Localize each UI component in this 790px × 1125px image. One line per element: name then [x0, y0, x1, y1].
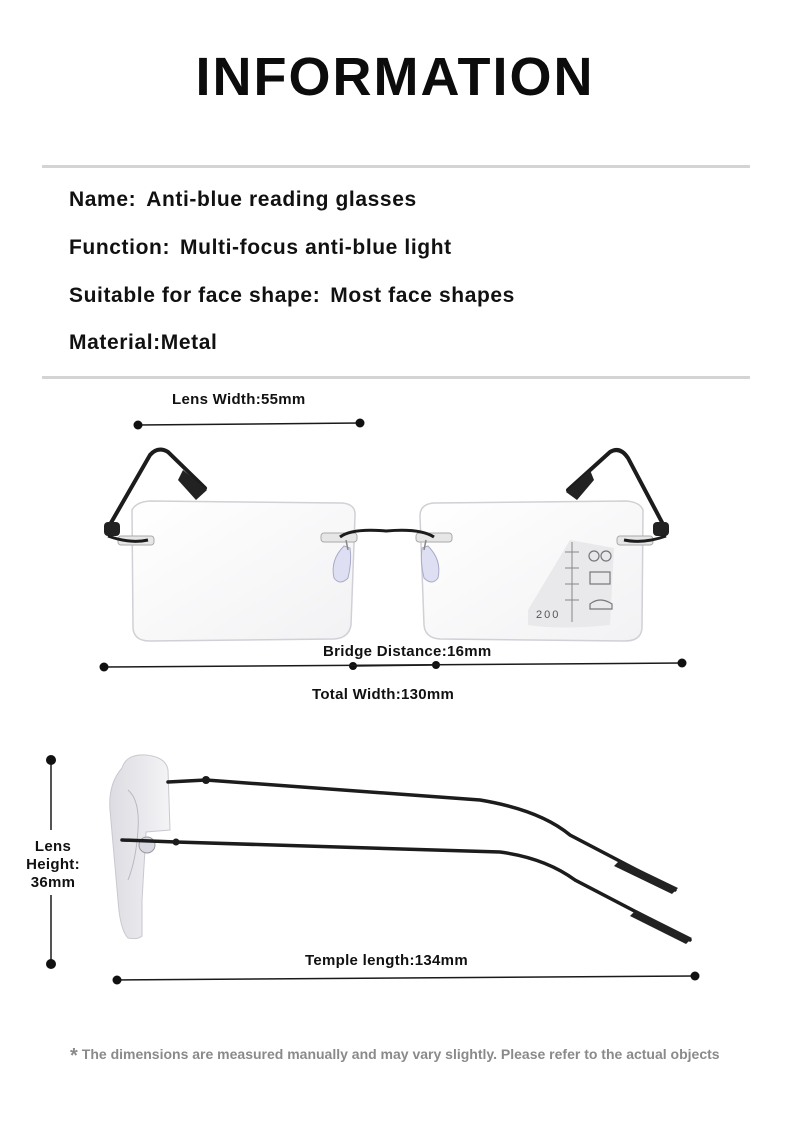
spec-name-label: Name:	[69, 188, 137, 211]
footnote-text: The dimensions are measured manually and may vary slightly. Please refer to the actual objects	[81, 1046, 720, 1062]
total-width-label: Total Width:130mm	[312, 686, 455, 703]
lens-height-label-line3: 36mm	[30, 874, 76, 891]
lens-height-label-line2: Height:	[26, 856, 80, 873]
total-width-measure	[100, 659, 687, 672]
lens-height-label-line1: Lens	[34, 838, 72, 855]
bridge-distance-label: Bridge Distance:16mm	[323, 643, 492, 660]
spec-name-value: Anti-blue reading glasses	[146, 188, 417, 211]
glasses-front-view	[104, 450, 669, 641]
lens-width-label: Lens Width:55mm	[172, 391, 306, 408]
temple-length-label: Temple length:134mm	[305, 952, 468, 969]
spec-material-label: Material:	[69, 331, 161, 354]
footnote	[70, 1045, 720, 1068]
glasses-side-view	[110, 755, 692, 944]
lens-height-label	[18, 838, 88, 892]
spec-function-value: Multi-focus anti-blue light	[180, 236, 452, 259]
footnote-star: *	[70, 1045, 78, 1067]
lens-scale-label: 200	[536, 609, 561, 621]
page-title: INFORMATION	[195, 47, 595, 107]
spec-function-label: Function:	[69, 236, 171, 259]
spec-face-shape-value: Most face shapes	[330, 284, 515, 307]
lens-width-measure	[134, 419, 365, 430]
temple-length-measure	[113, 972, 700, 985]
spec-face-shape-label: Suitable for face shape:	[69, 284, 321, 307]
spec-material-value: Metal	[160, 331, 218, 354]
